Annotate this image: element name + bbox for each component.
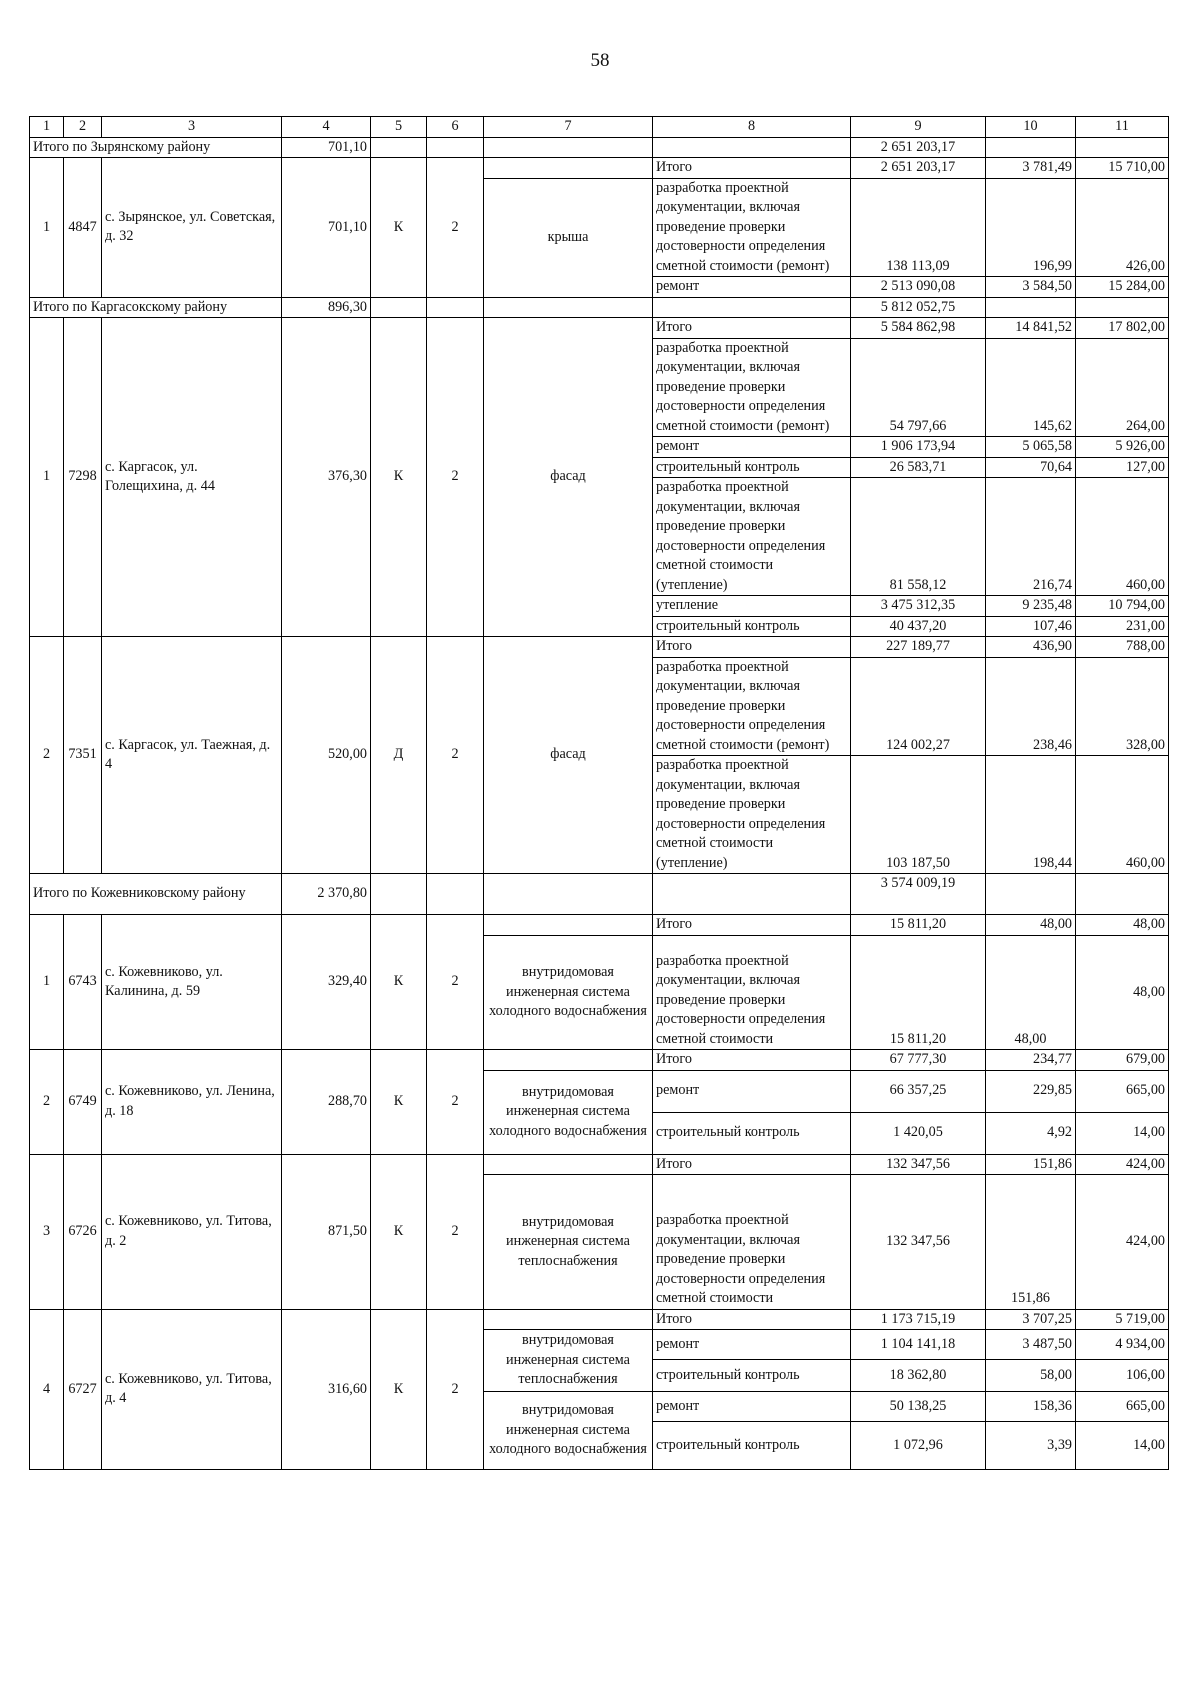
unit-cost: 107,46	[986, 616, 1076, 637]
cost-value: 18 362,80	[851, 1360, 986, 1392]
unit-cost: 238,46	[986, 657, 1076, 756]
cost-value: 227 189,77	[851, 637, 986, 658]
building-address: с. Каргасок, ул. Голещихина, д. 44	[102, 318, 282, 637]
unit-cost: 48,00	[986, 935, 1076, 1050]
unit-cost: 14 841,52	[986, 318, 1076, 339]
work-type: Итого	[653, 915, 851, 936]
district-subtotal-row	[30, 137, 1169, 158]
building-code: 4847	[64, 158, 102, 298]
building-type: К	[371, 915, 427, 1050]
work-type: разработка проектной документации, включая проведение проверки достоверности определения сметной стоимости	[653, 1175, 851, 1310]
limit-cost: 48,00	[1076, 915, 1169, 936]
subtotal-cost: 2 651 203,17	[851, 137, 986, 158]
building-type: К	[371, 1050, 427, 1155]
limit-cost: 264,00	[1076, 338, 1169, 437]
unit-cost: 58,00	[986, 1360, 1076, 1392]
work-type: Итого	[653, 318, 851, 339]
column-number: 7	[484, 117, 653, 138]
table-row	[30, 158, 1169, 179]
repair-element: внутридомовая инженерная система теплоснабжения	[484, 1330, 653, 1392]
unit-cost: 151,86	[986, 1154, 1076, 1175]
work-type: утепление	[653, 596, 851, 617]
building-code: 7298	[64, 318, 102, 637]
limit-cost: 14,00	[1076, 1112, 1169, 1154]
building-area: 871,50	[282, 1154, 371, 1309]
cost-value: 124 002,27	[851, 657, 986, 756]
work-type: разработка проектной документации, включая проведение проверки достоверности определения сметной стоимости	[653, 935, 851, 1050]
building-column-6: 2	[427, 318, 484, 637]
table-row	[30, 1050, 1169, 1071]
work-type: Итого	[653, 158, 851, 179]
limit-cost: 48,00	[1076, 935, 1169, 1050]
limit-cost: 14,00	[1076, 1422, 1169, 1470]
work-type: ремонт	[653, 1330, 851, 1360]
work-type: Итого	[653, 1154, 851, 1175]
row-number: 2	[30, 1050, 64, 1155]
building-column-6: 2	[427, 915, 484, 1050]
cost-value: 132 347,56	[851, 1175, 986, 1310]
building-type: Д	[371, 637, 427, 874]
work-type: строительный контроль	[653, 457, 851, 478]
cost-value: 81 558,12	[851, 478, 986, 596]
unit-cost: 5 065,58	[986, 437, 1076, 458]
subtotal-area: 701,10	[282, 137, 371, 158]
column-number: 10	[986, 117, 1076, 138]
limit-cost: 424,00	[1076, 1175, 1169, 1310]
work-type: Итого	[653, 1050, 851, 1071]
repair-element: крыша	[484, 178, 653, 297]
building-column-6: 2	[427, 1050, 484, 1155]
work-type: ремонт	[653, 1392, 851, 1422]
repair-element	[484, 1154, 653, 1175]
row-number: 3	[30, 1154, 64, 1309]
column-number: 8	[653, 117, 851, 138]
row-number: 2	[30, 637, 64, 874]
subtotal-area: 896,30	[282, 297, 371, 318]
unit-cost: 436,90	[986, 637, 1076, 658]
work-type: разработка проектной документации, включая проведение проверки достоверности определения сметной стоимости (утепление)	[653, 478, 851, 596]
row-number: 4	[30, 1309, 64, 1470]
column-number: 11	[1076, 117, 1169, 138]
unit-cost: 198,44	[986, 756, 1076, 874]
building-address: с. Каргасок, ул. Таежная, д. 4	[102, 637, 282, 874]
limit-cost: 10 794,00	[1076, 596, 1169, 617]
cost-value: 1 173 715,19	[851, 1309, 986, 1330]
unit-cost: 3 487,50	[986, 1330, 1076, 1360]
cost-value: 2 651 203,17	[851, 158, 986, 179]
building-address: с. Кожевниково, ул. Титова, д. 2	[102, 1154, 282, 1309]
cost-value: 5 584 862,98	[851, 318, 986, 339]
work-type: ремонт	[653, 277, 851, 298]
unit-cost: 3 584,50	[986, 277, 1076, 298]
repair-element: внутридомовая инженерная система холодного водоснабжения	[484, 935, 653, 1050]
cost-value: 138 113,09	[851, 178, 986, 277]
row-number: 1	[30, 915, 64, 1050]
building-column-6: 2	[427, 637, 484, 874]
work-type: строительный контроль	[653, 1422, 851, 1470]
table-row	[30, 1309, 1169, 1330]
unit-cost: 234,77	[986, 1050, 1076, 1071]
limit-cost: 460,00	[1076, 756, 1169, 874]
cost-value: 1 072,96	[851, 1422, 986, 1470]
work-type: строительный контроль	[653, 1360, 851, 1392]
subtotal-cost: 3 574 009,19	[851, 874, 986, 915]
column-number: 1	[30, 117, 64, 138]
repair-element	[484, 915, 653, 936]
unit-cost: 158,36	[986, 1392, 1076, 1422]
work-type: разработка проектной документации, включая проведение проверки достоверности определения сметной стоимости (ремонт)	[653, 338, 851, 437]
building-column-6: 2	[427, 158, 484, 298]
unit-cost: 48,00	[986, 915, 1076, 936]
page-number: 58	[590, 50, 610, 71]
cost-value: 1 906 173,94	[851, 437, 986, 458]
limit-cost: 426,00	[1076, 178, 1169, 277]
district-subtotal-row	[30, 297, 1169, 318]
building-area: 520,00	[282, 637, 371, 874]
building-code: 6749	[64, 1050, 102, 1155]
row-number: 1	[30, 318, 64, 637]
repair-element: внутридомовая инженерная система холодного водоснабжения	[484, 1070, 653, 1154]
subtotal-area: 2 370,80	[282, 874, 371, 915]
unit-cost: 9 235,48	[986, 596, 1076, 617]
repair-element: внутридомовая инженерная система холодного водоснабжения	[484, 1392, 653, 1470]
table-row	[30, 637, 1169, 658]
limit-cost: 460,00	[1076, 478, 1169, 596]
unit-cost: 4,92	[986, 1112, 1076, 1154]
limit-cost: 665,00	[1076, 1070, 1169, 1112]
repair-element	[484, 1309, 653, 1330]
column-number: 6	[427, 117, 484, 138]
column-number: 2	[64, 117, 102, 138]
building-column-6: 2	[427, 1154, 484, 1309]
unit-cost: 151,86	[986, 1175, 1076, 1310]
unit-cost: 3 781,49	[986, 158, 1076, 179]
building-code: 7351	[64, 637, 102, 874]
cost-value: 66 357,25	[851, 1070, 986, 1112]
unit-cost: 3,39	[986, 1422, 1076, 1470]
cost-value: 15 811,20	[851, 935, 986, 1050]
repair-element: внутридомовая инженерная система теплоснабжения	[484, 1175, 653, 1310]
limit-cost: 4 934,00	[1076, 1330, 1169, 1360]
work-type: строительный контроль	[653, 1112, 851, 1154]
subtotal-label: Итого по Зырянскому району	[30, 137, 282, 158]
building-area: 701,10	[282, 158, 371, 298]
cost-value: 132 347,56	[851, 1154, 986, 1175]
cost-value: 15 811,20	[851, 915, 986, 936]
limit-cost: 106,00	[1076, 1360, 1169, 1392]
table-row	[30, 1154, 1169, 1175]
building-code: 6726	[64, 1154, 102, 1309]
unit-cost: 196,99	[986, 178, 1076, 277]
building-address: с. Кожевниково, ул. Ленина, д. 18	[102, 1050, 282, 1155]
building-area: 376,30	[282, 318, 371, 637]
repair-element	[484, 1050, 653, 1071]
building-address: с. Зырянское, ул. Советская, д. 32	[102, 158, 282, 298]
column-number-row	[30, 117, 1169, 138]
table-row	[30, 318, 1169, 339]
limit-cost: 424,00	[1076, 1154, 1169, 1175]
unit-cost: 70,64	[986, 457, 1076, 478]
repair-element: фасад	[484, 637, 653, 874]
column-number: 9	[851, 117, 986, 138]
unit-cost: 3 707,25	[986, 1309, 1076, 1330]
unit-cost: 229,85	[986, 1070, 1076, 1112]
building-area: 288,70	[282, 1050, 371, 1155]
cost-value: 1 420,05	[851, 1112, 986, 1154]
cost-value: 3 475 312,35	[851, 596, 986, 617]
capital-repair-table	[29, 116, 1169, 1470]
work-type: разработка проектной документации, включая проведение проверки достоверности определения сметной стоимости (ремонт)	[653, 657, 851, 756]
column-number: 3	[102, 117, 282, 138]
limit-cost: 328,00	[1076, 657, 1169, 756]
repair-element: фасад	[484, 318, 653, 637]
limit-cost: 15 710,00	[1076, 158, 1169, 179]
limit-cost: 788,00	[1076, 637, 1169, 658]
unit-cost: 216,74	[986, 478, 1076, 596]
building-type: К	[371, 158, 427, 298]
subtotal-label: Итого по Каргасокскому району	[30, 297, 282, 318]
building-type: К	[371, 318, 427, 637]
cost-value: 54 797,66	[851, 338, 986, 437]
work-type: ремонт	[653, 1070, 851, 1112]
limit-cost: 17 802,00	[1076, 318, 1169, 339]
subtotal-label: Итого по Кожевниковскому району	[30, 874, 282, 915]
limit-cost: 15 284,00	[1076, 277, 1169, 298]
limit-cost: 5 719,00	[1076, 1309, 1169, 1330]
work-type: разработка проектной документации, включая проведение проверки достоверности определения сметной стоимости (ремонт)	[653, 178, 851, 277]
building-column-6: 2	[427, 1309, 484, 1470]
repair-element	[484, 158, 653, 179]
cost-value: 26 583,71	[851, 457, 986, 478]
building-code: 6743	[64, 915, 102, 1050]
unit-cost: 145,62	[986, 338, 1076, 437]
limit-cost: 127,00	[1076, 457, 1169, 478]
column-number: 5	[371, 117, 427, 138]
limit-cost: 5 926,00	[1076, 437, 1169, 458]
table-row	[30, 915, 1169, 936]
cost-value: 67 777,30	[851, 1050, 986, 1071]
building-address: с. Кожевниково, ул. Титова, д. 4	[102, 1309, 282, 1470]
work-type: строительный контроль	[653, 616, 851, 637]
work-type: Итого	[653, 1309, 851, 1330]
row-number: 1	[30, 158, 64, 298]
building-area: 316,60	[282, 1309, 371, 1470]
limit-cost: 679,00	[1076, 1050, 1169, 1071]
building-code: 6727	[64, 1309, 102, 1470]
column-number: 4	[282, 117, 371, 138]
limit-cost: 231,00	[1076, 616, 1169, 637]
cost-value: 40 437,20	[851, 616, 986, 637]
subtotal-cost: 5 812 052,75	[851, 297, 986, 318]
cost-value: 1 104 141,18	[851, 1330, 986, 1360]
building-address: с. Кожевниково, ул. Калинина, д. 59	[102, 915, 282, 1050]
building-type: К	[371, 1309, 427, 1470]
building-area: 329,40	[282, 915, 371, 1050]
building-type: К	[371, 1154, 427, 1309]
work-type: Итого	[653, 637, 851, 658]
district-subtotal-row	[30, 874, 1169, 915]
work-type: разработка проектной документации, включая проведение проверки достоверности определения сметной стоимости (утепление)	[653, 756, 851, 874]
limit-cost: 665,00	[1076, 1392, 1169, 1422]
cost-value: 50 138,25	[851, 1392, 986, 1422]
work-type: ремонт	[653, 437, 851, 458]
cost-value: 103 187,50	[851, 756, 986, 874]
cost-value: 2 513 090,08	[851, 277, 986, 298]
